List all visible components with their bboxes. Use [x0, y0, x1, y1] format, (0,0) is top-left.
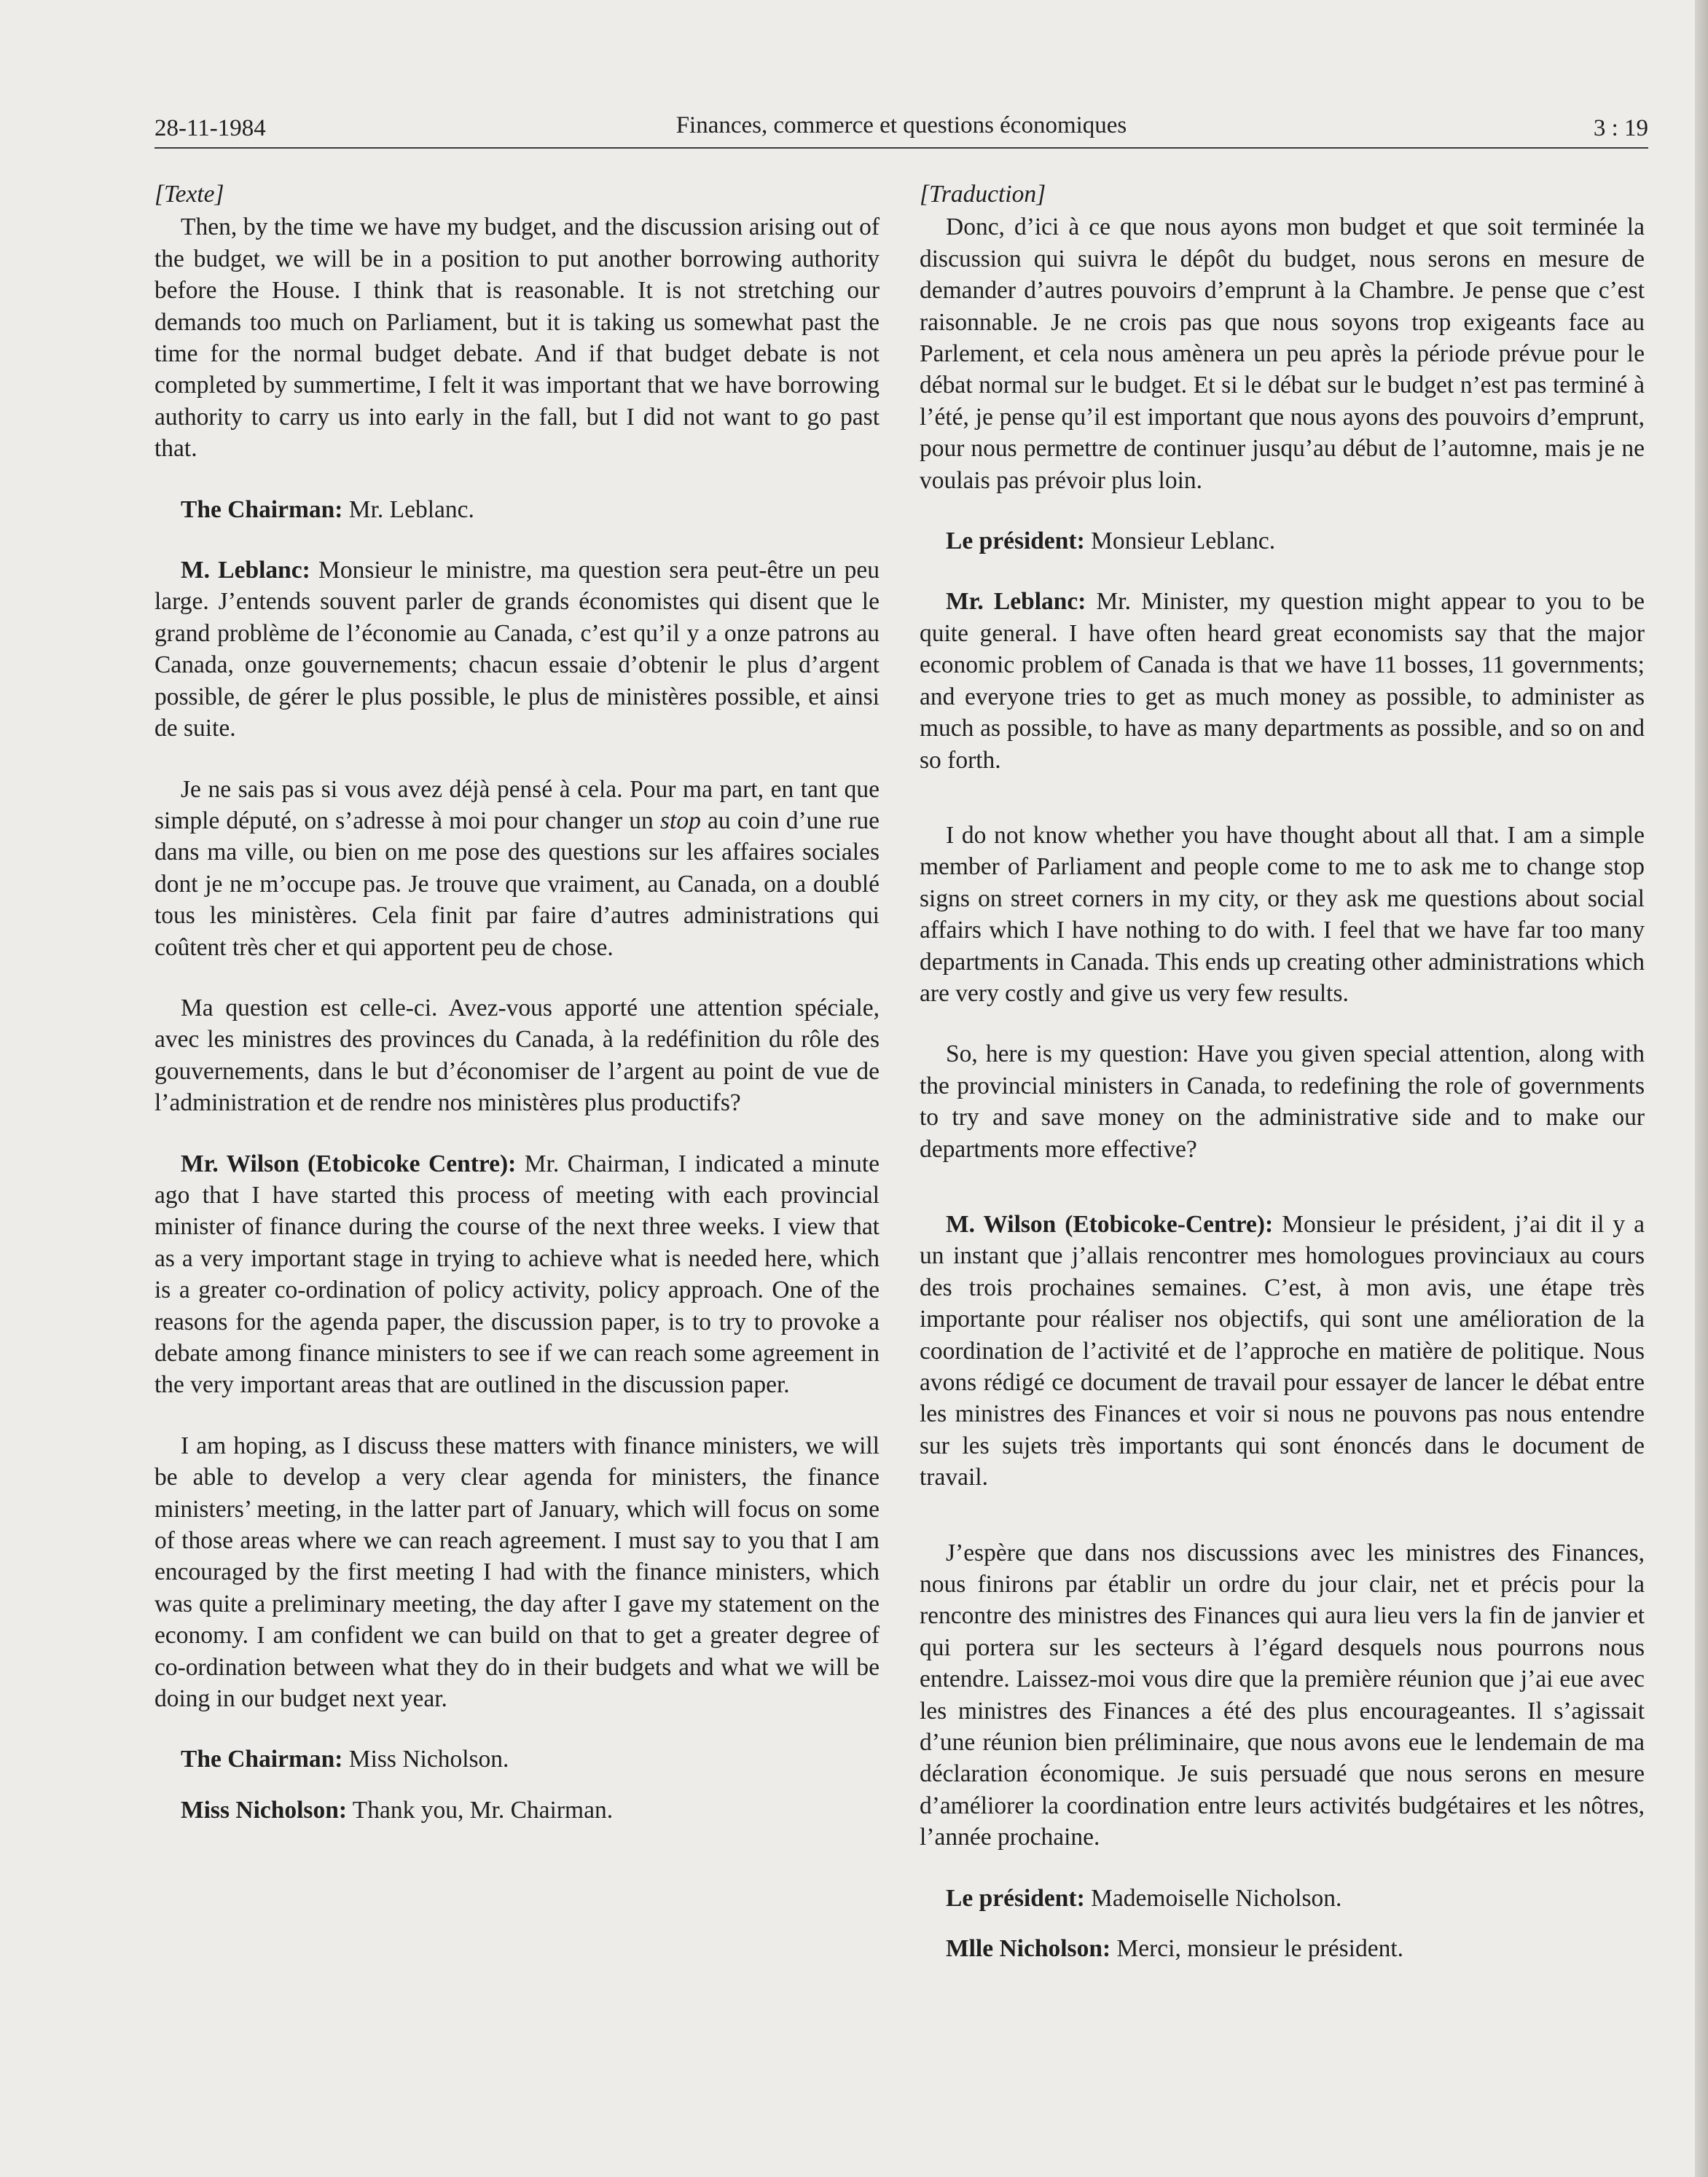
speech — [154, 494, 880, 525]
speech — [154, 1794, 880, 1826]
header-rule — [154, 147, 1648, 149]
paragraph: I am hoping, as I discuss these matters with finance ministers, we will be able to develop a very clear agenda for ministers, the finance ministers’ meeting, in the latter part of January, which will focus on some of those areas where we can reach agreement. I must say to you that I am encouraged by the first meeting I had with the finance ministers, which was quite a preliminary meeting, the day after I gave my statement on the economy. I am confident we can build on that to get a greater degree of co-ordination between what they do in their budgets and what we will be doing in our budget next year. — [154, 1432, 880, 1713]
speech — [920, 1883, 1645, 1914]
speech-text: Monsieur Leblanc. — [1084, 527, 1276, 555]
speech — [920, 586, 1645, 775]
speech-text: Miss Nicholson. — [342, 1746, 509, 1773]
speech — [154, 1743, 880, 1775]
header-title: Finances, commerce et questions économiques — [675, 112, 1127, 138]
paragraph: Ma question est celle-ci. Avez-vous apporté une attention spéciale, avec les ministres des provinces du Canada, à la redéfinition du rôle des gouvernements, dans le but d’économiser de l’argent au point de vue de l’administration et de rendre nos ministères plus productifs? — [154, 994, 880, 1117]
paragraph: Then, by the time we have my budget, and the discussion arising out of the budget, we will be in a position to put another borrowing authority before the House. I think that is reasonable. It is not stretching our demands too much on Parliament, but it is taking us somewhat past the time for the normal budget debate. And if that budget debate is not completed by summertime, I felt it was important that we have borrowing authority to carry us into early in the fall, but I did not want to go past that. — [154, 213, 880, 463]
speech — [920, 1933, 1645, 1964]
speaker-name: Mlle Nicholson: — [946, 1935, 1111, 1963]
header-page-number: 3 : 19 — [1593, 115, 1648, 141]
speech-text: Mademoiselle Nicholson. — [1084, 1884, 1342, 1912]
speaker-name: M. Leblanc: — [181, 557, 310, 584]
speaker-name: Mr. Wilson (Etobicoke Centre): — [181, 1150, 517, 1177]
paragraph — [154, 774, 880, 963]
speaker-name: The Chairman: — [181, 1746, 343, 1773]
paragraph: I do not know whether you have thought about all that. I am a simple member of Parliament and people come to me to ask me to change stop signs on street corners in my city, or they ask me questions about social affairs which I have nothing to do with. I feel that we have far too many departments in Canada. This ends up creating other administrations which are very costly and give us very few results. — [920, 821, 1645, 1007]
speech — [154, 554, 880, 744]
speaker-name: Miss Nicholson: — [181, 1796, 348, 1824]
speaker-name: M. Wilson (Etobicoke-Centre): — [946, 1210, 1274, 1238]
text-run: au coin d’une rue dans ma ville, ou bien on me pose des questions sur les affaires sociales dont je ne m’occupe pas. Je trouve que vraiment, au Canada, on a doublé tous les ministères. Cela finit par faire d’autres administrations qui coûtent très cher et qui apportent peu de chose. — [154, 807, 880, 961]
left-column — [154, 179, 880, 1826]
paragraph: J’espère que dans nos discussions avec les ministres des Finances, nous finirons par établir un ordre du jour clair, net et précis pour la rencontre des ministres des Finances qui aura lieu vers la fin de janvier et qui portera sur les secteurs à l’égard desquels nous pourrons nous entendre. Laissez-moi vous dire que la première réunion que j’ai eue avec les ministres des Finances a été des plus encourageantes. Il s’agissait d’une réunion bien préliminaire, que nous avons eue le lendemain de ma déclaration économique. Je suis persuadé que nous serons en mesure d’améliorer la coordination entre leurs activités budgétaires et les nôtres, l’année prochaine. — [920, 1539, 1645, 1851]
paragraph: Donc, d’ici à ce que nous ayons mon budget et que soit terminée la discussion qui suivra le dépôt du budget, nous serons en mesure de demander d’autres pouvoirs d’emprunt à la Chambre. Je pense que c’est raisonnable. Je ne crois pas que nous soyons trop exigeants face au Parlement, et cela nous amènera un peu après la période prévue pour le débat normal sur le budget. Et si le débat sur le budget n’est pas terminé à l’été, je pense qu’il est important que nous ayons des pouvoirs d’emprunt, pour nous permettre de continuer jusqu’au début de l’automne, mais je ne voulais pas prévoir plus loin. — [920, 213, 1645, 494]
column-label: [Traduction] — [920, 181, 1046, 208]
speaker-name: Le président: — [946, 527, 1085, 555]
italic-word: stop — [659, 807, 701, 834]
page-header — [154, 109, 1648, 147]
speech-text: Mr. Chairman, I indicated a minute ago that I have started this process of meeting with each provincial minister of finance during the course of the next three weeks. I view that as a very important stage in trying to achieve what is needed here, which is a greater co-ordination of policy activity, policy approach. One of the reasons for the agenda paper, the discussion paper, is to try to provoke a debate among finance ministers to see if we can reach some agreement in the very important areas that are outlined in the discussion paper. — [154, 1150, 880, 1399]
speech — [154, 1148, 880, 1401]
speaker-name: Mr. Leblanc: — [946, 588, 1086, 616]
right-column — [920, 179, 1645, 1965]
speaker-name: The Chairman: — [181, 495, 343, 523]
header-date: 28-11-1984 — [154, 115, 266, 141]
binding-edge — [1695, 0, 1708, 2177]
speech-text: Monsieur le ministre, ma question sera peut-être un peu large. J’entends souvent parler de grands économistes qui disent que le grand problème de l’économie au Canada, c’est qu’il y a onze patrons au Canada, onze gouvernements; chacun essaie d’obtenir le plus d’argent possible, de gérer le plus possible, le plus de ministères possible, et ainsi de suite. — [154, 557, 880, 742]
speech-text: Mr. Minister, my question might appear to you to be quite general. I have often heard great economists say that the major economic problem of Canada is that we have 11 bosses, 11 governments; and everyone tries to get as much money as possible, to administer as much as possible, to have as many departments as possible, and so on and so forth. — [920, 588, 1645, 774]
paragraph: So, here is my question: Have you given special attention, along with the provincial ministers in Canada, to redefining the role of governments to try and save money on the administrative side and to make our departments more effective? — [920, 1040, 1645, 1163]
speech — [920, 1209, 1645, 1494]
speech-text: Mr. Leblanc. — [342, 495, 474, 523]
text-run: Je ne sais pas si vous avez déjà pensé à cela. Pour ma part, en tant que simple député, on s’adresse à moi pour changer un — [154, 775, 880, 834]
speech — [920, 525, 1645, 557]
speech-text: Merci, monsieur le président. — [1110, 1935, 1403, 1963]
column-label: [Texte] — [154, 181, 224, 208]
speaker-name: Le président: — [946, 1884, 1085, 1912]
speech-text: Monsieur le président, j’ai dit il y a un instant que j’allais rencontrer mes homologues provinciaux au cours des trois prochaines semaines. C’est, à mon avis, une étape très importante pour réaliser nos objectifs, qui sont une amélioration de la coordination de l’activité et de l’approche en matière de politique. Nous avons rédigé ce document de travail pour essayer de lancer le débat entre les ministres des Finances et voir si nous ne pouvons pas nous entendre sur les sujets très importants qui sont énoncés dans le document de travail. — [920, 1210, 1645, 1491]
speech-text: Thank you, Mr. Chairman. — [347, 1796, 614, 1824]
